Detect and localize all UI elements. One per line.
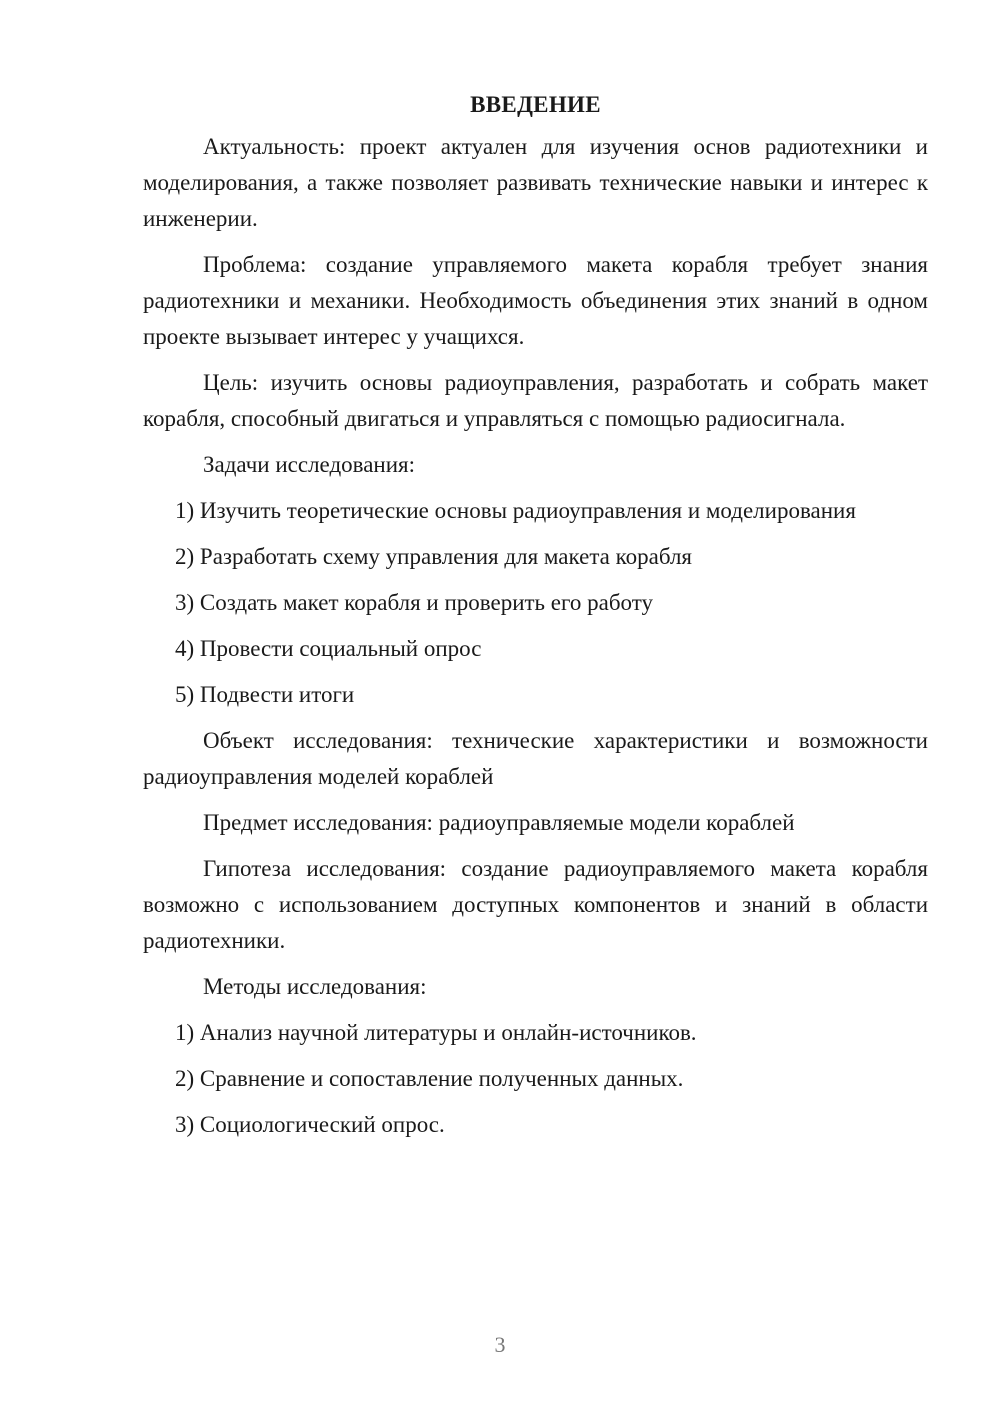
- methods-list: [143, 1015, 928, 1143]
- method-item: 2) Сравнение и сопоставление полученных данных.: [175, 1066, 684, 1091]
- task-item: 1) Изучить теоретические основы радиоуправления и моделирования: [175, 498, 856, 523]
- task-item: 2) Разработать схему управления для макета корабля: [175, 544, 693, 569]
- object-paragraph: Объект исследования: технические характеристики и возможности радиоуправления моделей кораблей: [143, 728, 928, 789]
- method-item: 3) Социологический опрос.: [175, 1112, 445, 1137]
- tasks-list: [143, 493, 928, 713]
- relevance-paragraph: Актуальность: проект актуален для изучения основ радиотехники и моделирования, а также позволяет развивать технические навыки и интерес к инженерии.: [143, 134, 928, 231]
- problem-paragraph: Проблема: создание управляемого макета корабля требует знания радиотехники и механики. Необходимость объединения этих знаний в одном проекте вызывает интерес у учащихся.: [143, 252, 928, 349]
- methods-heading: Методы исследования:: [203, 974, 427, 999]
- section-title: ВВЕДЕНИЕ: [470, 92, 601, 117]
- page-number: 3: [494, 1332, 506, 1357]
- task-item: 5) Подвести итоги: [175, 682, 355, 707]
- tasks-heading: Задачи исследования:: [203, 452, 416, 477]
- document-page: [143, 88, 928, 1153]
- subject-paragraph: Предмет исследования: радиоуправляемые модели кораблей: [203, 810, 795, 835]
- hypothesis-paragraph: Гипотеза исследования: создание радиоуправляемого макета корабля возможно с использованием доступных компонентов и знаний в области радиотехники.: [143, 856, 928, 953]
- method-item: 1) Анализ научной литературы и онлайн-источников.: [175, 1020, 697, 1045]
- task-item: 4) Провести социальный опрос: [175, 636, 482, 661]
- task-item: 3) Создать макет корабля и проверить его работу: [175, 590, 653, 615]
- goal-paragraph: Цель: изучить основы радиоуправления, разработать и собрать макет корабля, способный двигаться и управляться с помощью радиосигнала.: [143, 370, 928, 431]
